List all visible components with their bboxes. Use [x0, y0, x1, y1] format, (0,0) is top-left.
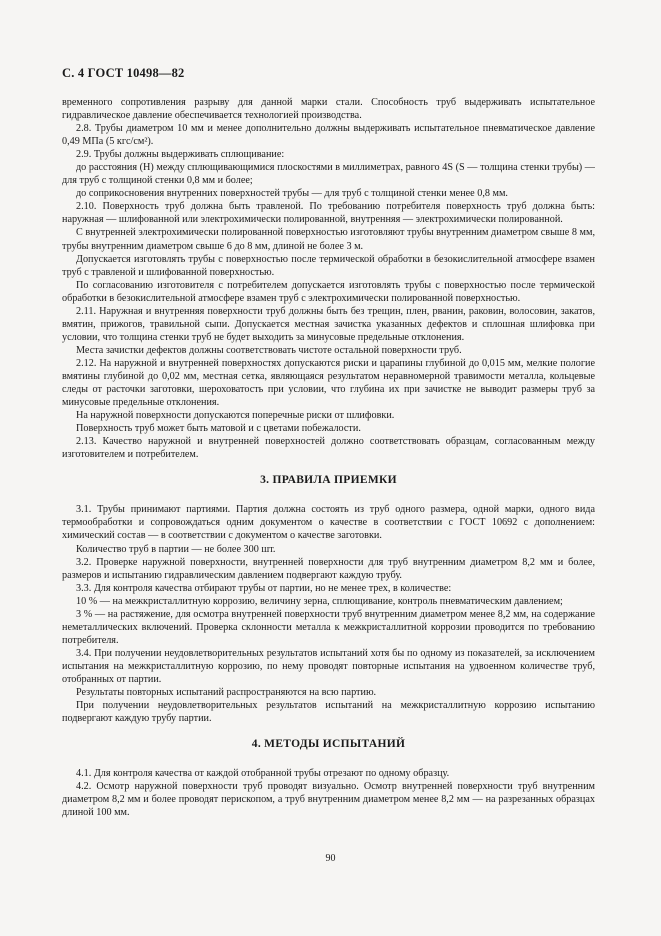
paragraph-q5: 3 % — на растяжение, для осмотра внутренней поверхности труб внутренним диаметром менее 8,2 мм, на содержание неметаллических включений. Проверка склонности металла к межкристаллитной коррозии проводится по требованию потребителя. [62, 608, 595, 646]
section-acceptance-rules [62, 503, 595, 725]
paragraph-p1: 2.8. Трубы диаметром 10 мм и менее дополнительно должны выдерживать испытательное пневматическое давление 0,49 МПа (5 кгс/см²). [62, 123, 595, 148]
paragraph-q1: Количество труб в партии — не более 300 шт. [76, 543, 276, 555]
paragraph-r1: 4.2. Осмотр наружной поверхности труб проводят визуально. Осмотр внутренней поверхности труб внутренним диаметром 8,2 мм и более проводят перископом, а труб внутренним диаметром менее 8,2 мм — на разрезанных образцах длиной 100 мм. [62, 781, 595, 819]
section-test-methods [62, 767, 595, 819]
paragraph-p0: временного сопротивления разрыву для данной марки стали. Способность труб выдерживать испытательное гидравлическое давление обеспечивается технологией производства. [62, 97, 595, 122]
paragraph-p14: 2.13. Качество наружной и внутренней поверхностей должно соответствовать образцам, согласованным между изготовителем и потребителем. [62, 436, 595, 461]
paragraph-q6: 3.4. При получении неудовлетворительных результатов испытаний хотя бы по одному из показателей, за исключением испытания на межкристаллитную коррозию, по нему проводят повторные испытания на удвоенном количестве труб, отобранных от партии. [62, 647, 595, 685]
section-4-title: 4. МЕТОДЫ ИСПЫТАНИЙ [251, 738, 406, 751]
paragraph-p5: 2.10. Поверхность труб должна быть травленой. По требованию потребителя поверхность труб должна быть: наружная — шлифованной или электрохимически полированной, внутренняя — электрохимически полированной. [62, 201, 595, 226]
section-3-title: 3. ПРАВИЛА ПРИЕМКИ [260, 474, 397, 487]
paragraph-q2: 3.2. Проверке наружной поверхности, внутренней поверхности для труб внутренним диаметром 8,2 мм и более, размеров и испытанию гидравлическим давлением подвергают каждую трубу. [62, 556, 595, 581]
paragraph-q0: 3.1. Трубы принимают партиями. Партия должна состоять из труб одного размера, одной марки, одного вида термообработки и сопровождаться одним документом о качестве в соответствии с ГОСТ 10692 с дополнением: химический состав — в соответствии с документом о качестве заготовки. [62, 504, 595, 542]
paragraph-q8: При получении неудовлетворительных результатов испытаний на межкристаллитную коррозию испытанию подвергают каждую трубу партии. [62, 700, 595, 725]
paragraph-p13: Поверхность труб может быть матовой и с цветами побежалости. [76, 423, 361, 435]
page-number: 90 [325, 853, 336, 864]
paragraph-p10: Места зачистки дефектов должны соответствовать чистоте остальной поверхности труб. [76, 344, 462, 356]
paragraph-p3: до расстояния (H) между сплющивающимися плоскостями в миллиметрах, равного 4S (S — толщина стенки трубы) — для труб с толщиной стенки 0,8 мм и более; [62, 162, 595, 187]
page-content [62, 96, 595, 819]
paragraph-q3: 3.3. Для контроля качества отбирают трубы от партии, но не менее трех, в количестве: [76, 582, 452, 594]
paragraph-p8: По согласованию изготовителя с потребителем допускается изготовлять трубы с поверхностью после термической обработки в безокислительной атмосфере взамен труб с электрохимически полированной поверхностью. [62, 279, 595, 304]
paragraph-r0: 4.1. Для контроля качества от каждой отобранной трубы отрезают по одному образцу. [76, 768, 450, 780]
paragraph-p2: 2.9. Трубы должны выдерживать сплющивание: [76, 149, 285, 161]
paragraph-p4: до соприкосновения внутренних поверхностей трубы — для труб с толщиной стенки менее 0,8 мм. [76, 188, 508, 200]
paragraph-q7: Результаты повторных испытаний распространяются на всю партию. [76, 687, 377, 699]
paragraph-q4: 10 % — на межкристаллитную коррозию, величину зерна, сплющивание, контроль пневматическим давлением; [76, 595, 563, 607]
page-header: С. 4 ГОСТ 10498—82 [62, 66, 185, 80]
paragraph-p7: Допускается изготовлять трубы с поверхностью после термической обработки в безокислительной атмосфере взамен труб с травленой и шлифованной поверхностью. [62, 253, 595, 278]
paragraph-p9: 2.11. Наружная и внутренняя поверхности труб должны быть без трещин, плен, рванин, раковин, волосовин, закатов, вмятин, прижогов, травильной сыпи. Допускается местная зачистка указанных дефектов и сплошная шлифовка при условии, что толщина стенки труб не будет выходить за минусовые предельные отклонения. [62, 305, 595, 343]
paragraph-p11: 2.12. На наружной и внутренней поверхностях допускаются риски и царапины глубиной до 0,015 мм, мелкие пологие вмятины глубиной до 0,02 мм, местная сетка, являющаяся результатом неравномерной травимости металла, кольцевые следы от расточки заготовки, шероховатость при условии, что глубина их при зачистке не выводит размеры труб за минусовые предельные отклонения. [62, 357, 595, 409]
paragraph-p6: С внутренней электрохимически полированной поверхностью изготовляют трубы внутренним диаметром свыше 8 мм, трубы внутренним диаметром свыше 6 до 8 мм, длиной не более 3 м. [62, 227, 595, 252]
section-requirements-continued [62, 96, 595, 461]
paragraph-p12: На наружной поверхности допускаются поперечные риски от шлифовки. [76, 410, 395, 422]
